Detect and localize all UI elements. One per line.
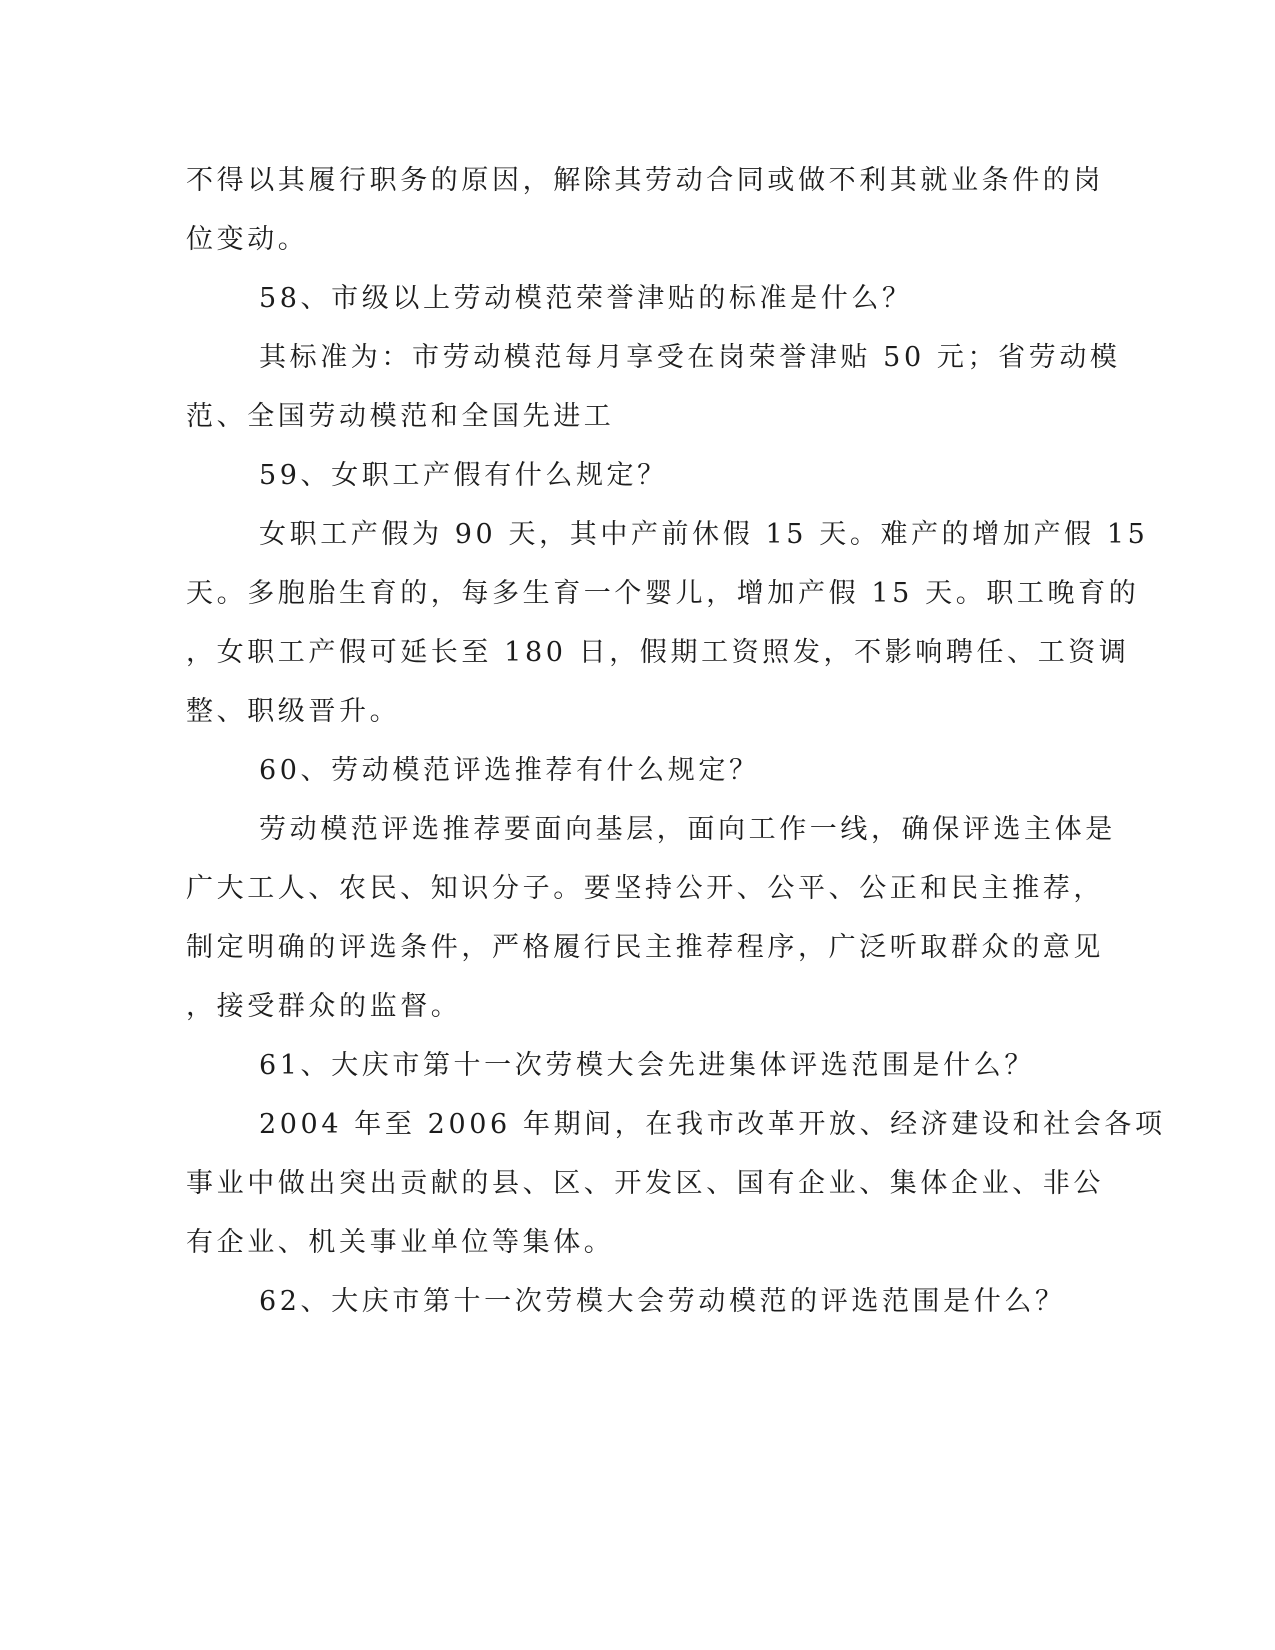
answer-text-line: 劳动模范评选推荐要面向基层，面向工作一线，确保评选主体是 bbox=[259, 814, 1116, 845]
question-heading: 58、市级以上劳动模范荣誉津贴的标准是什么？ bbox=[259, 283, 913, 314]
answer-text-line: 广大工人、农民、知识分子。要坚持公开、公平、公正和民主推荐， bbox=[186, 873, 1104, 904]
question-heading: 59、女职工产假有什么规定？ bbox=[259, 460, 668, 491]
answer-text-line: 范、全国劳动模范和全国先进工 bbox=[186, 401, 615, 432]
answer-text-line: 有企业、机关事业单位等集体。 bbox=[186, 1227, 615, 1258]
answer-text-line: 整、职级晋升。 bbox=[186, 696, 401, 727]
question-heading: 61、大庆市第十一次劳模大会先进集体评选范围是什么？ bbox=[259, 1050, 1035, 1081]
question-heading: 60、劳动模范评选推荐有什么规定？ bbox=[259, 755, 760, 786]
answer-text-line: 制定明确的评选条件，严格履行民主推荐程序，广泛听取群众的意见 bbox=[186, 932, 1104, 963]
answer-text-line: ，女职工产假可延长至 180 日，假期工资照发，不影响聘任、工资调 bbox=[186, 637, 1130, 668]
question-heading: 62、大庆市第十一次劳模大会劳动模范的评选范围是什么？ bbox=[259, 1286, 1066, 1317]
body-text-line: 不得以其履行职务的原因，解除其劳动合同或做不利其就业条件的岗 bbox=[186, 165, 1104, 196]
body-text-line: 位变动。 bbox=[186, 224, 309, 255]
answer-text-line: 天。多胞胎生育的，每多生育一个婴儿，增加产假 15 天。职工晚育的 bbox=[186, 578, 1140, 609]
answer-text-line: 其标准为：市劳动模范每月享受在岗荣誉津贴 50 元；省劳动模 bbox=[259, 342, 1121, 373]
answer-text-line: 女职工产假为 90 天，其中产前休假 15 天。难产的增加产假 15 bbox=[259, 519, 1149, 550]
answer-text-line: 事业中做出突出贡献的县、区、开发区、国有企业、集体企业、非公 bbox=[186, 1168, 1104, 1199]
answer-text-line: 2004 年至 2006 年期间，在我市改革开放、经济建设和社会各项 bbox=[259, 1109, 1166, 1140]
answer-text-line: ，接受群众的监督。 bbox=[186, 991, 462, 1022]
